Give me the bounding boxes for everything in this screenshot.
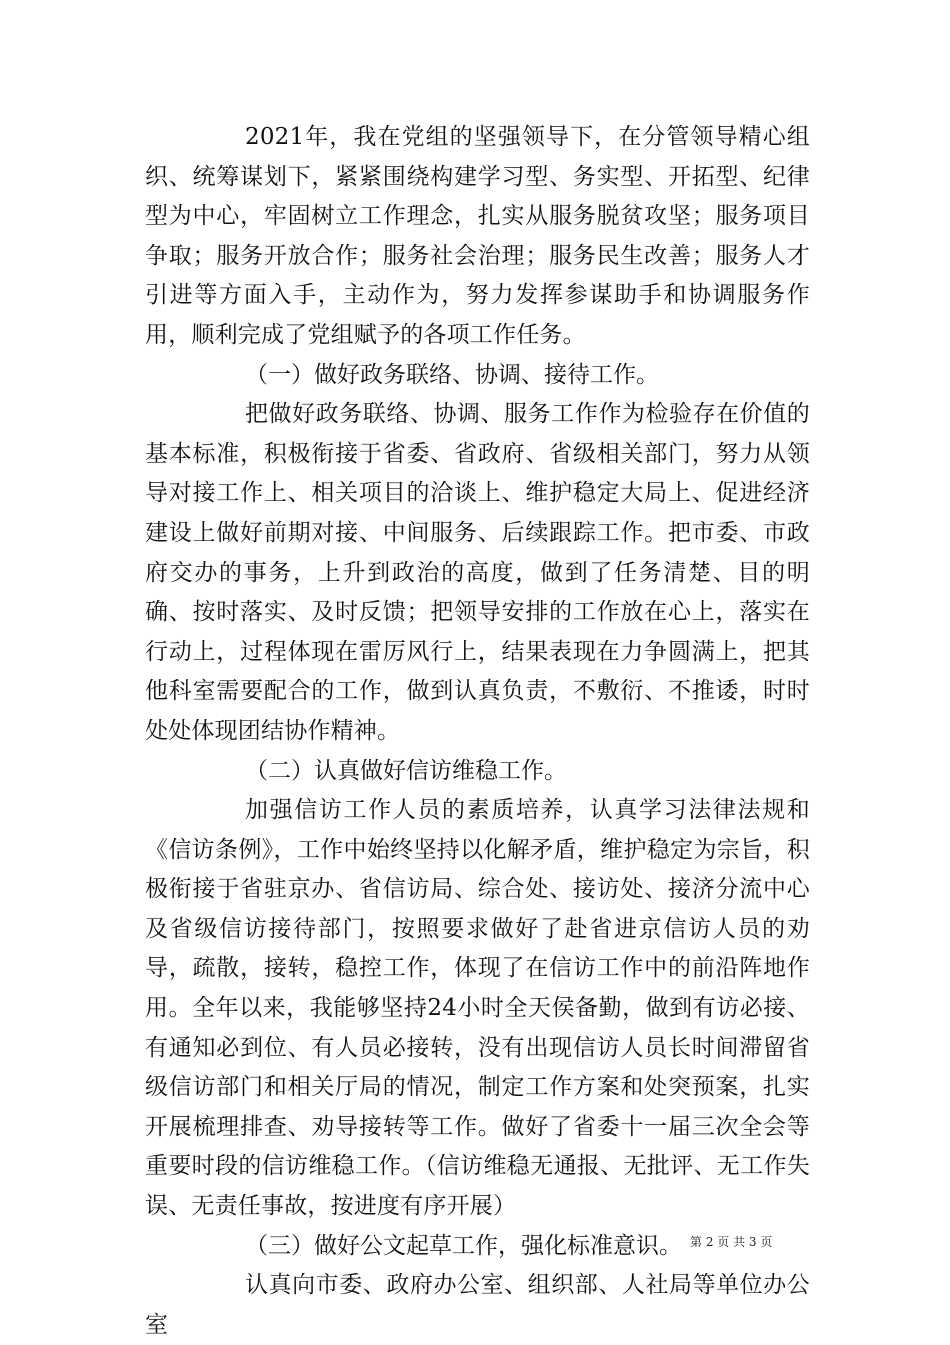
- paragraph-section-3: 认真向市委、政府办公室、组织部、人社局等单位办公室: [145, 1272, 810, 1338]
- page-number-footer: 第 2 页 共 3 页: [690, 1235, 773, 1249]
- section-heading-2: （二）认真做好信访维稳工作。: [245, 757, 567, 784]
- document-body: [145, 118, 810, 1345]
- paragraph-section-1: 把做好政务联络、协调、服务工作作为检验存在价值的基本标准，积极衔接于省委、省政府、省级相关部门，努力从领导对接工作上、相关项目的洽谈上、维护稳定大局上、促进经济建设上做好前期对接、中间服务、后续跟踪工作。把市委、市政府交办的事务，上升到政治的高度，做到了任务清楚、目的明确、按时落实、及时反馈；把领导安排的工作放在心上，落实在行动上，过程体现在雷厉风行上，结果表现在力争圆满上，把其他科室需要配合的工作，做到认真负责，不敷衍、不推诿，时时处处体现团结协作精神。: [145, 401, 810, 744]
- paragraph-intro: 2021年，我在党组的坚强领导下，在分管领导精心组织、统筹谋划下，紧紧围绕构建学习型、务实型、开拓型、纪律型为中心，牢固树立工作理念，扎实从服务脱贫攻坚；服务项目争取；服务开放合作；服务社会治理；服务民生改善；服务人才引进等方面入手，主动作为，努力发挥参谋助手和协调服务作用，顺利完成了党组赋予的各项工作任务。: [145, 124, 810, 348]
- paragraph-section-2: 加强信访工作人员的素质培养，认真学习法律法规和《信访条例》，工作中始终坚持以化解矛盾，维护稳定为宗旨，积极衔接于省驻京办、省信访局、综合处、接访处、接济分流中心及省级信访接待部门，按照要求做好了赴省进京信访人员的劝导，疏散，接转，稳控工作，体现了在信访工作中的前沿阵地作用。全年以来，我能够坚持24小时全天侯备勤，做到有访必接、有通知必到位、有人员必接转，没有出现信访人员长时间滞留省级信访部门和相关厅局的情况，制定工作方案和处突预案，扎实开展梳理排查、劝导接转等工作。做好了省委十一届三次全会等重要时段的信访维稳工作。（信访维稳无通报、无批评、无工作失误、无责任事故，按进度有序开展）: [145, 797, 810, 1220]
- section-heading-1: （一）做好政务联络、协调、接待工作。: [245, 361, 659, 388]
- section-heading-3: （三）做好公文起草工作，强化标准意识。: [245, 1232, 682, 1259]
